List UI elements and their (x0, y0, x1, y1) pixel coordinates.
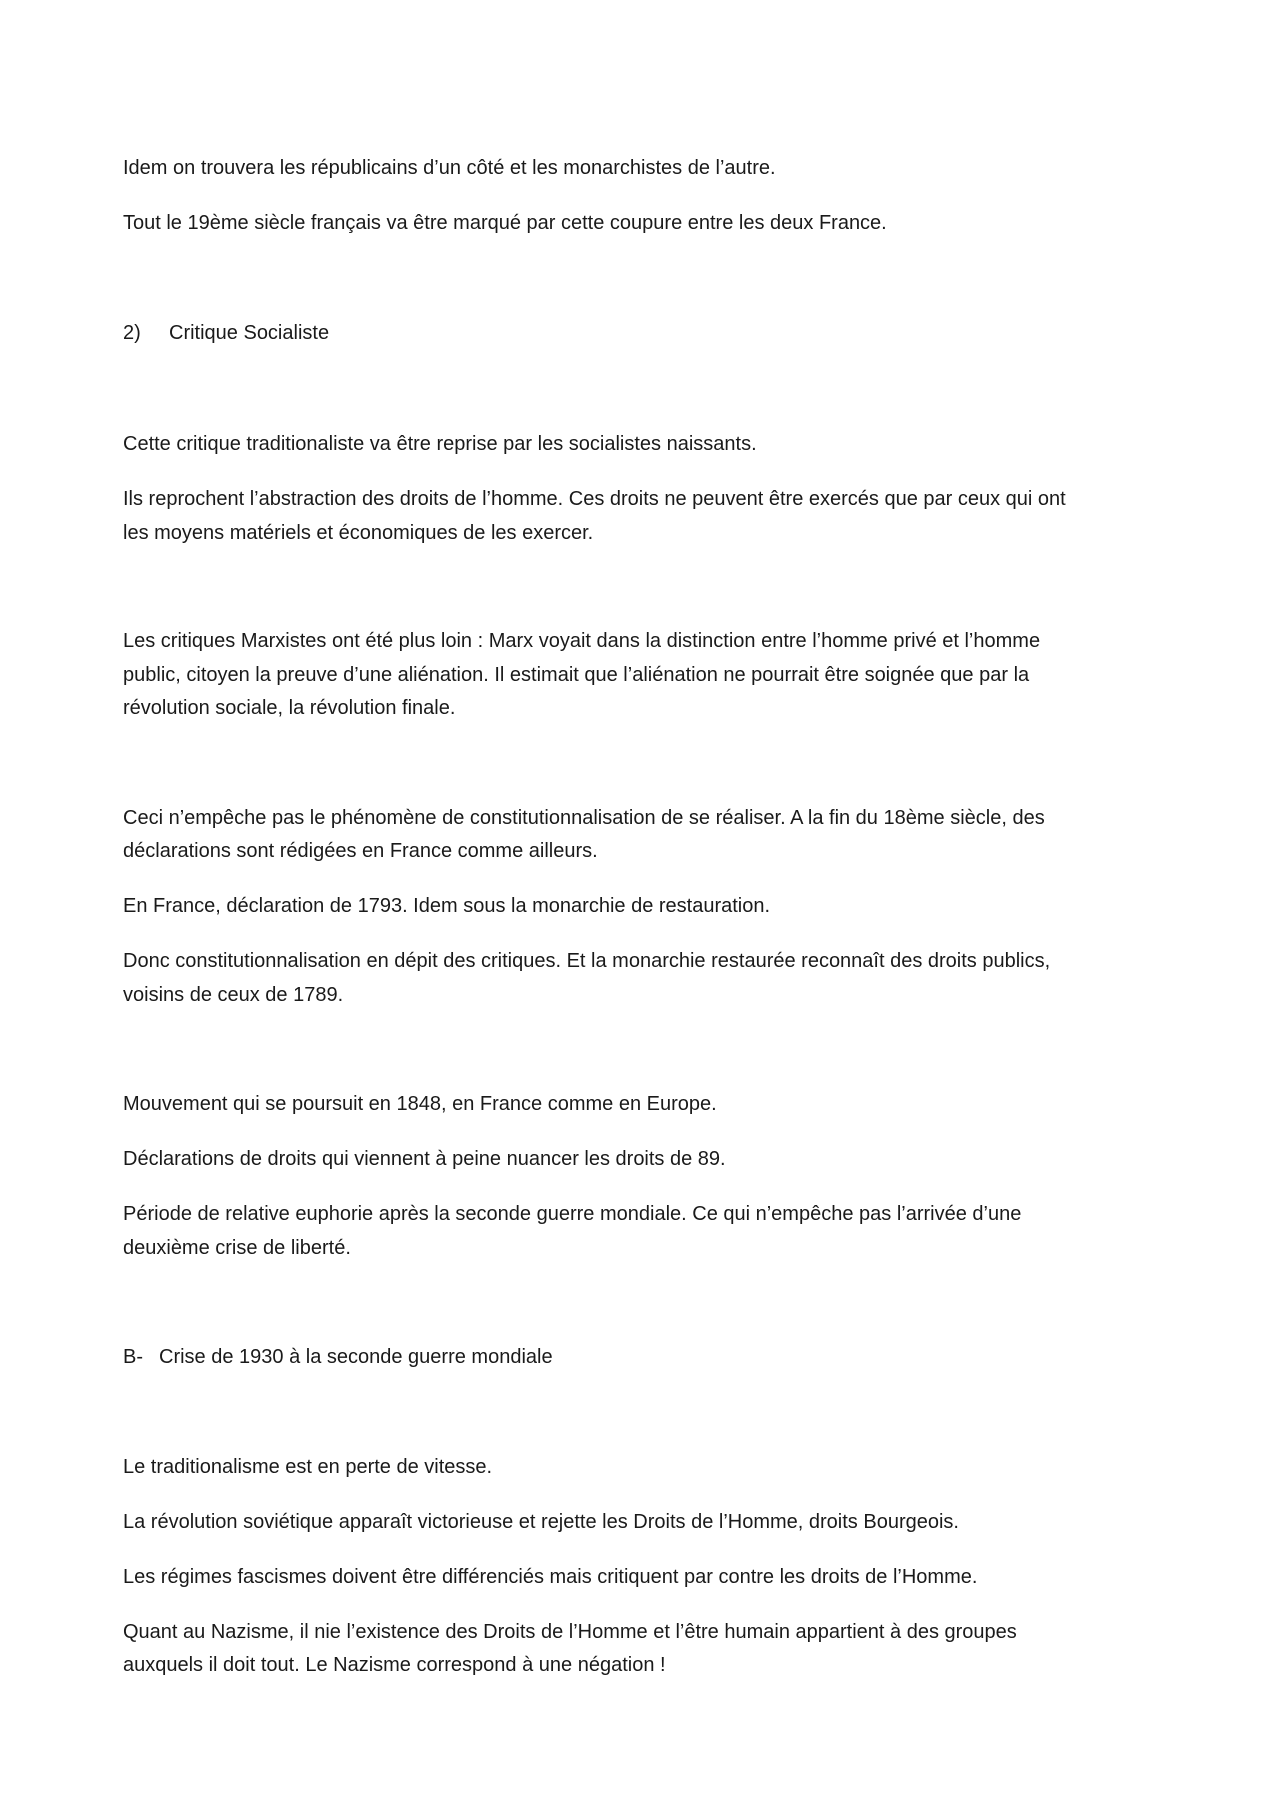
section-heading-crise-1930 (123, 1340, 553, 1374)
paragraph-declarations-de-droits: Déclarations de droits qui viennent à peine nuancer les droits de 89. (123, 1148, 726, 1170)
paragraph-regimes-fascismes: Les régimes fascismes doivent être différenciés mais critiquent par contre les droits de l’Homme. (123, 1566, 978, 1588)
paragraph-abstraction-line-1: Ils reprochent l’abstraction des droits de l’homme. Ces droits ne peuvent être exercés que par ceux qui ont (123, 488, 1066, 510)
paragraph-nazisme-line-2: auxquels il doit tout. Le Nazisme correspond à une négation ! (123, 1654, 666, 1676)
section-letter: B- (123, 1346, 143, 1368)
section-heading-critique-socialiste (123, 316, 329, 350)
paragraph-constitutionnalisation-line-1: Ceci n’empêche pas le phénomène de constitutionnalisation de se réaliser. A la fin du 18ème siècle, des (123, 807, 1045, 829)
document-page (123, 0, 1163, 1811)
paragraph-marxistes-line-3: révolution sociale, la révolution finale. (123, 697, 456, 719)
paragraph-critique-traditionaliste: Cette critique traditionaliste va être reprise par les socialistes naissants. (123, 433, 757, 455)
paragraph-constitutionnalisation-line-2: déclarations sont rédigées en France comme ailleurs. (123, 840, 598, 862)
paragraph-revolution-sovietique: La révolution soviétique apparaît victorieuse et rejette les Droits de l’Homme, droits Bourgeois. (123, 1511, 959, 1533)
paragraph-abstraction-line-2: les moyens matériels et économiques de les exercer. (123, 522, 594, 544)
paragraph-1848: Mouvement qui se poursuit en 1848, en France comme en Europe. (123, 1093, 717, 1115)
paragraph-monarchie-restauree-line-1: Donc constitutionnalisation en dépit des critiques. Et la monarchie restaurée reconnaît des droits publics, (123, 950, 1051, 972)
paragraph-republicains: Idem on trouvera les républicains d’un côté et les monarchistes de l’autre. (123, 157, 776, 179)
paragraph-euphorie-line-2: deuxième crise de liberté. (123, 1237, 351, 1259)
section-title: Crise de 1930 à la seconde guerre mondiale (159, 1346, 553, 1368)
paragraph-marxistes-line-1: Les critiques Marxistes ont été plus loin : Marx voyait dans la distinction entre l’homme privé et l’homme (123, 630, 1041, 652)
paragraph-19eme-siecle: Tout le 19ème siècle français va être marqué par cette coupure entre les deux France. (123, 212, 887, 234)
paragraph-nazisme-line-1: Quant au Nazisme, il nie l’existence des Droits de l’Homme et l’être humain appartient à des groupes (123, 1621, 1017, 1643)
paragraph-traditionalisme: Le traditionalisme est en perte de vitesse. (123, 1456, 493, 1478)
paragraph-monarchie-restauree-line-2: voisins de ceux de 1789. (123, 984, 344, 1006)
paragraph-marxistes-line-2: public, citoyen la preuve d’une aliénation. Il estimait que l’aliénation ne pourrait être soignée que par la (123, 664, 1030, 686)
paragraph-euphorie-line-1: Période de relative euphorie après la seconde guerre mondiale. Ce qui n’empêche pas l’arrivée d’une (123, 1203, 1022, 1225)
paragraph-declaration-1793: En France, déclaration de 1793. Idem sous la monarchie de restauration. (123, 895, 771, 917)
section-title: Critique Socialiste (169, 322, 330, 344)
section-number: 2) (123, 322, 141, 344)
